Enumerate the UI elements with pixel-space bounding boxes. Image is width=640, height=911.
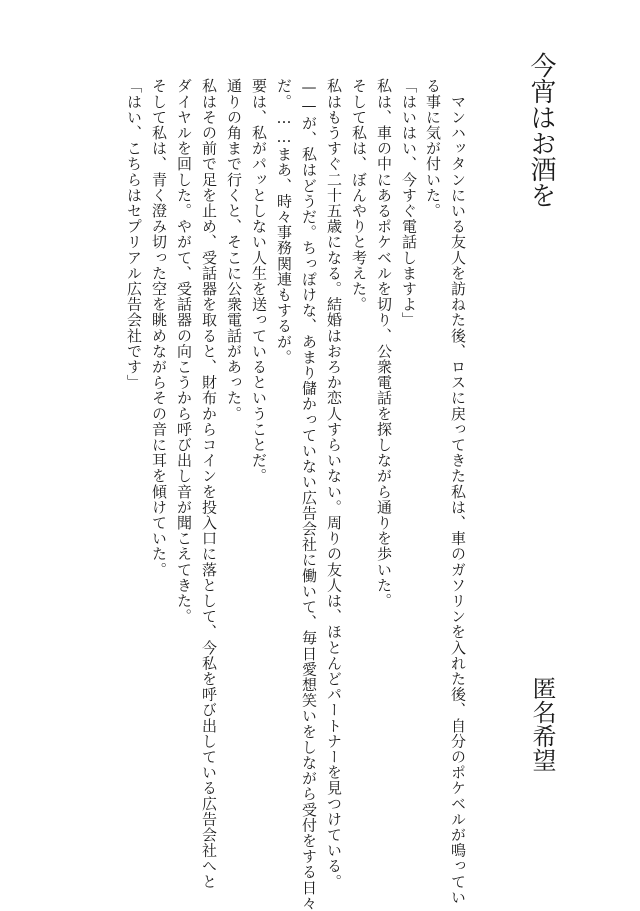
body-line: 「はい、こちらはセプリアル広告会社です」 — [125, 78, 143, 390]
body-line: 「はいはい、今すぐ電話しますよ」 — [400, 78, 418, 328]
body-line: ——が、私はどうだ。ちっぽけな、あまり儲かっていない広告会社に働いて、毎日愛想笑いをしながら受付をする日々 — [300, 78, 318, 911]
body-line: そして私は、青く澄み切った空を眺めながらその音に耳を傾けていた。 — [150, 78, 168, 578]
body-line: マンハッタンにいる友人を訪ねた後、ロスに戻ってきた私は、車のガソリンを入れた後、自分のポケベルが鳴ってい — [449, 78, 467, 905]
body-line: 私はもうすぐ二十五歳になる。結婚はおろか恋人すらいない。周りの友人は、ほとんどパートナーを見つけている。 — [325, 78, 343, 890]
body-line: ダイヤルを回した。やがて、受話器の向こうから呼び出し音が聞こえてきた。 — [175, 78, 193, 624]
body-line: だ。……まあ、時々事務関連もするが。 — [275, 78, 293, 365]
body-line: 要は、私がパッとしない人生を送っているということだ。 — [250, 78, 268, 484]
body-line: そして私は、ぼんやりと考えた。 — [350, 78, 368, 312]
body-line: 私は、車の中にあるポケベルを切り、公衆電話を探しながら通りを歩いた。 — [375, 78, 393, 609]
body-line: 私はその前で足を止め、受話器を取ると、財布からコインを投入口に落として、今私を呼び出している広告会社へと — [200, 78, 218, 890]
body-line: る事に気が付いた。 — [424, 78, 442, 219]
author-name: 匿名希望 — [528, 676, 556, 772]
story-title: 今宵はお酒を — [526, 52, 556, 208]
body-line: 通りの角まで行くと、そこに公衆電話があった。 — [225, 78, 243, 422]
